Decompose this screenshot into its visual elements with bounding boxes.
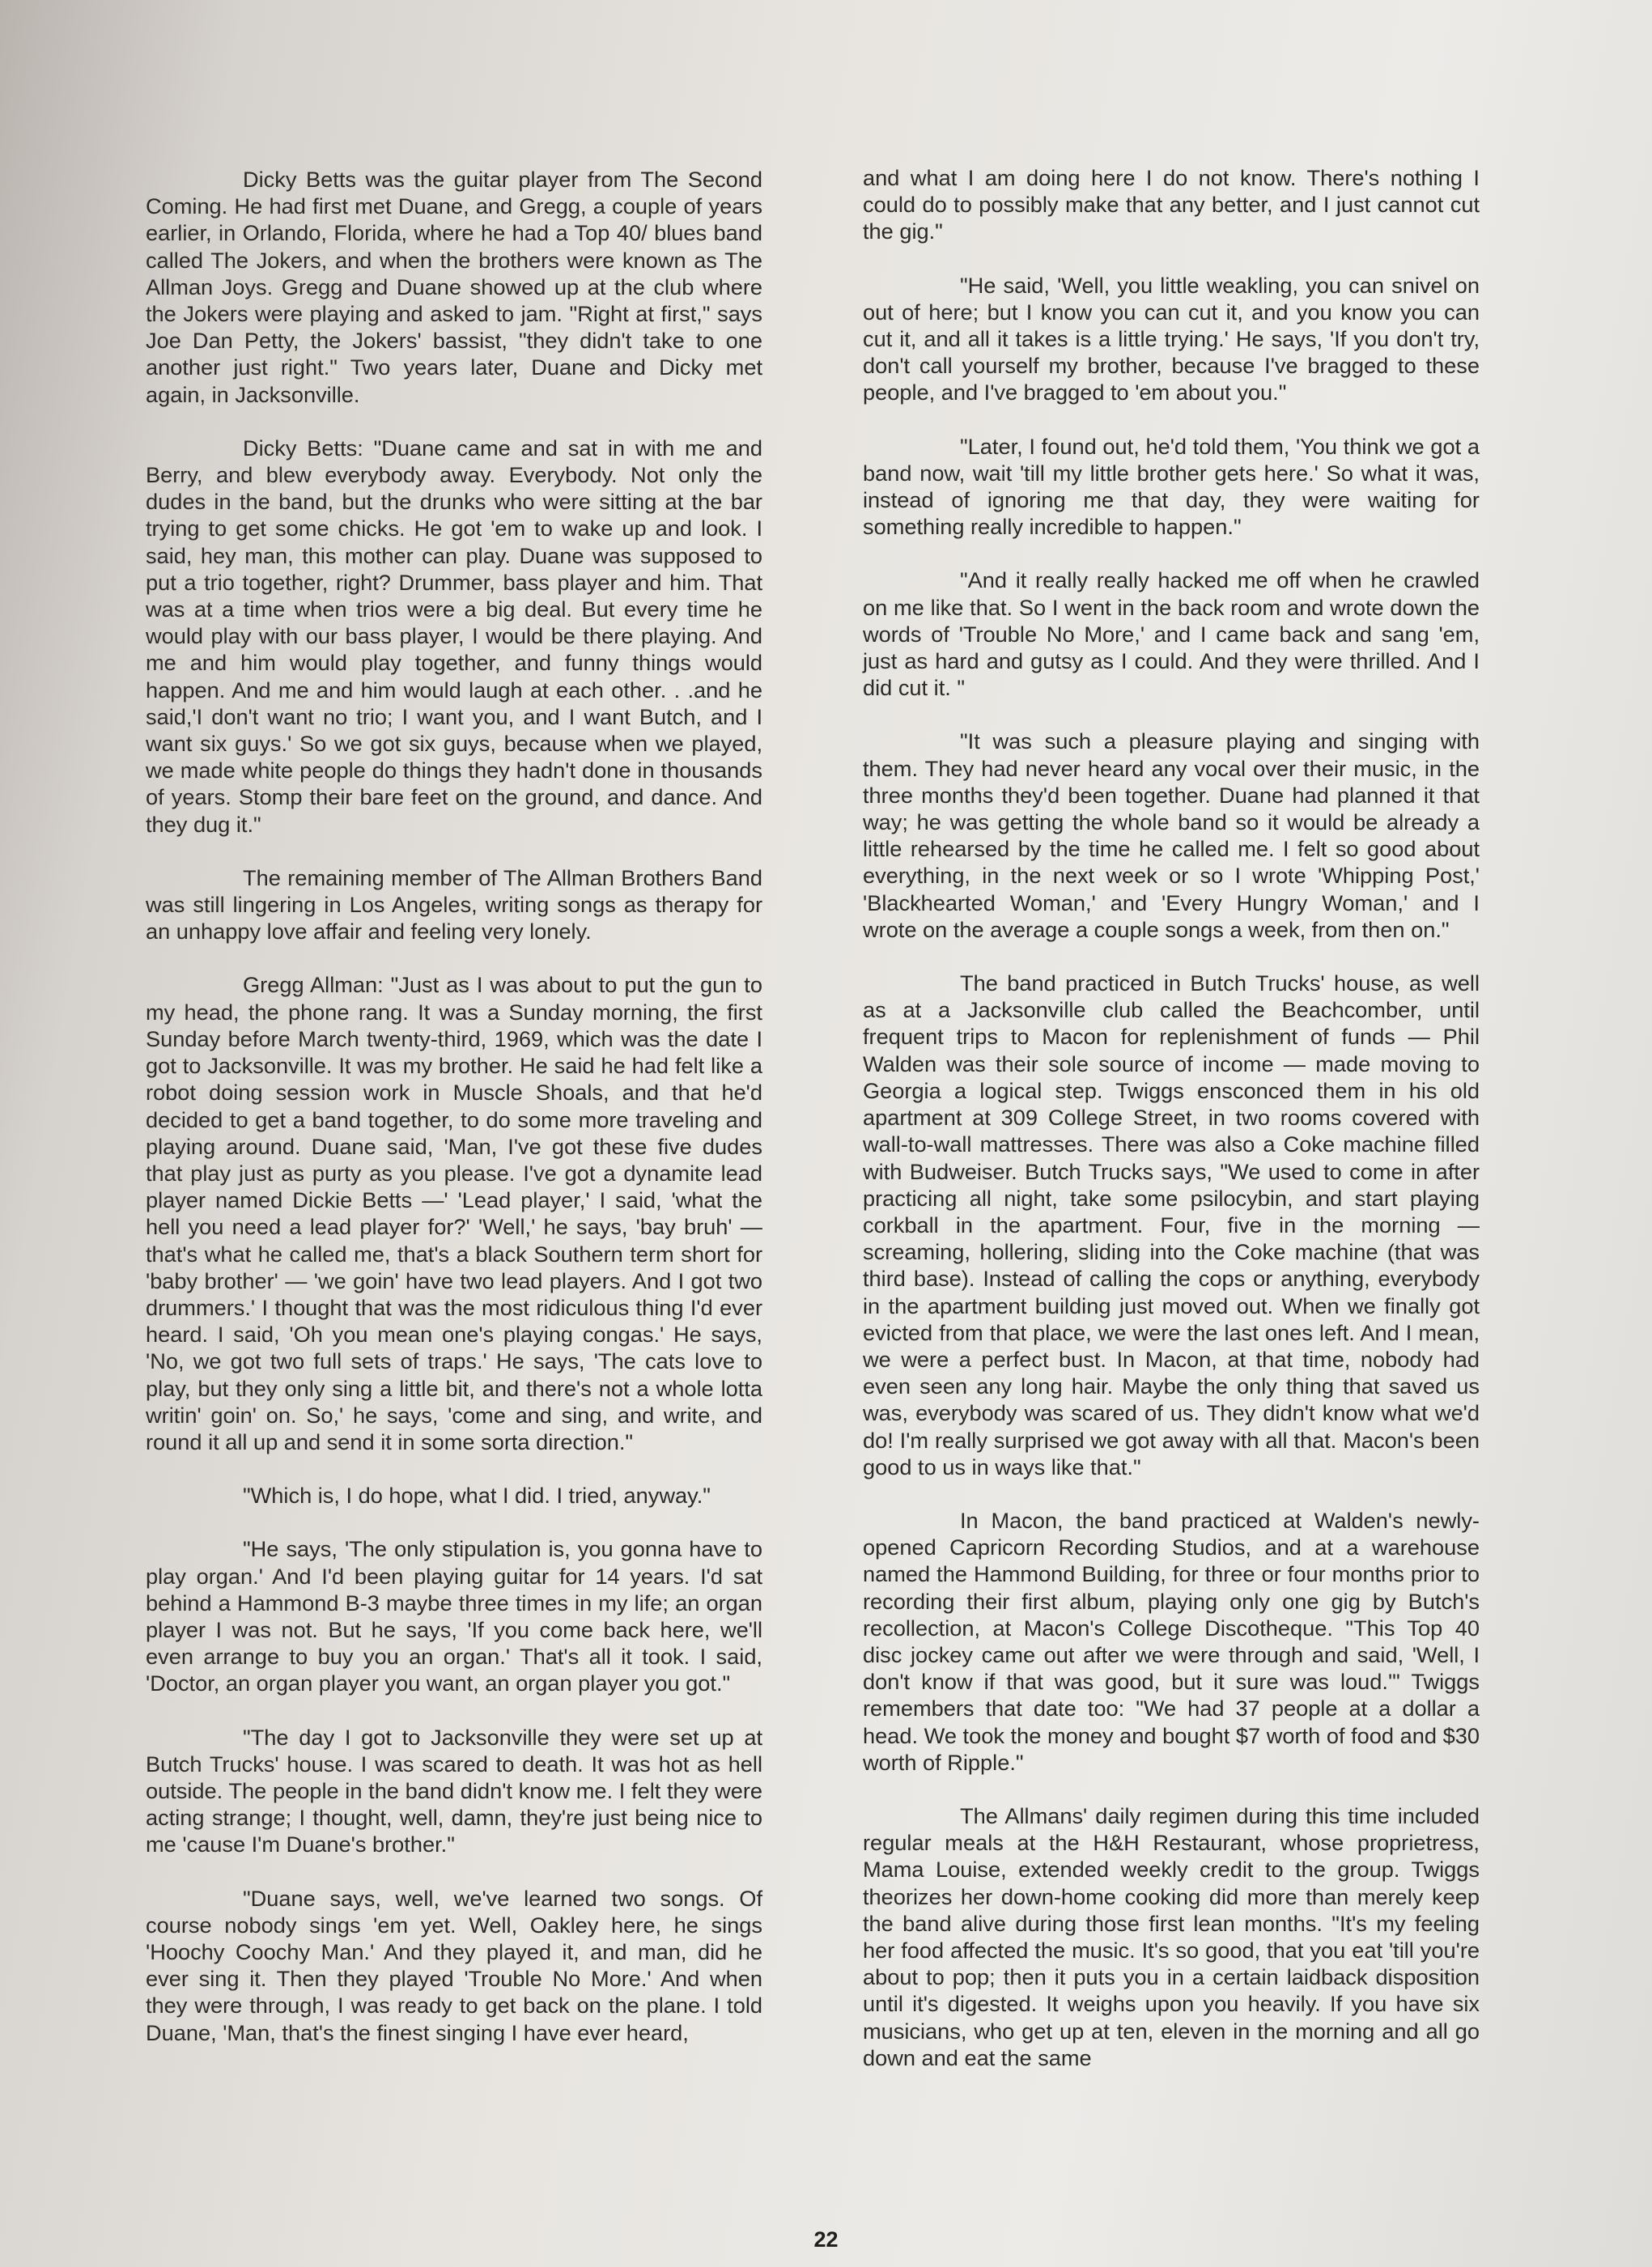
paragraph: "Which is, I do hope, what I did. I tried, anyway." (243, 1483, 711, 1509)
paragraph: The band practiced in Butch Trucks' house, as well as at a Jacksonville club called the Beachcomber, until frequent trips to Macon for replenishment of funds — Phil Walden was their sole source of income — made moving to Georgia a logical step. Twiggs ensconced them in his old apartment at 309 College Street, in two rooms covered with wall-to-wall mattresses. There was also a Coke machine filled with Budweiser. Butch Trucks says, "We used to come in after practicing all night, take some psilocybin, and start playing corkball in the apartment. Four, five in the morning — screaming, hollering, sliding into the Coke machine (that was third base). Instead of calling the cops or anything, everybody in the apartment building just moved out. When we finally got evicted from that place, we were the last ones left. And I mean, we were a perfect bust. In Macon, at that time, nobody had even seen any long hair. Maybe the only thing that saved us was, everybody was scared of us. They didn't know what we'd do! I'm really surprised we got away with all that. Macon's been good to us in ways like that." (863, 970, 1480, 1479)
paragraph: The remaining member of The Allman Brothers Band was still lingering in Los Angeles, writing songs as therapy for an unhappy love affair and feeling very lonely. (146, 864, 762, 945)
paragraph: The Allmans' daily regimen during this time included regular meals at the H&H Restaurant, whose proprietress, Mama Louise, extended weekly credit to the group. Twiggs theorizes her down-home cooking did more than merely keep the band alive during those first lean months. "It's my feeling her food affected the music. It's so good, that you eat 'till you're about to pop; then it puts you in a certain laidback disposition until it's digested. It weighs upon you heavily. If you have six musicians, who get up at ten, eleven in the morning and all go down and eat the same (863, 1802, 1480, 2070)
paragraph: "He says, 'The only stipulation is, you gonna have to play organ.' And I'd been playing guitar for 14 years. I'd sat behind a Hammond B-3 maybe three times in my life; an organ player I was not. But he says, 'If you come back here, we'll even arrange to buy you an organ.' That's all it took. I said, 'Doctor, an organ player you want, an organ player you got." (146, 1536, 762, 1696)
paragraph: "Later, I found out, he'd told them, 'You think we got a band now, wait 'till my little brother gets here.' So what it was, instead of ignoring me that day, they were waiting for something really incredible to happen." (863, 433, 1480, 540)
paragraph: "Duane says, well, we've learned two songs. Of course nobody sings 'em yet. Well, Oakley here, he sings 'Hoochy Coochy Man.' And they played it, and man, did he ever sing it. Then they played 'Trouble No More.' And when they were through, I was ready to get back on the plane. I told Duane, 'Man, that's the finest singing I have ever heard, (146, 1885, 762, 2045)
paragraph: "The day I got to Jacksonville they were set up at Butch Trucks' house. I was scared to death. It was hot as hell outside. The people in the band didn't know me. I felt they were acting strange; I thought, well, damn, they're just being nice to me 'cause I'm Duane's brother." (146, 1724, 762, 1857)
paragraph: "He said, 'Well, you little weakling, you can snivel on out of here; but I know you can cut it, and you know you can cut it, and all it takes is a little trying.' He says, 'If you don't try, don't call yourself my brother, because I've bragged to these people, and I've bragged to 'em about you." (863, 272, 1480, 405)
paragraph: "And it really really hacked me off when he crawled on me like that. So I went in the back room and wrote down the words of 'Trouble No More,' and I came back and sang 'em, just as hard and gutsy as I could. And they were thrilled. And I did cut it. " (863, 567, 1480, 701)
paragraph: Dicky Betts was the guitar player from The Second Coming. He had first met Duane, and Gregg, a couple of years earlier, in Orlando, Florida, where he had a Top 40/ blues band called The Jokers, and when the brothers were known as The Allman Joys. Gregg and Duane showed up at the club where the Jokers were playing and asked to jam. "Right at first," says Joe Dan Petty, the Jokers' bassist, "they didn't take to one another just right." Two years later, Duane and Dicky met again, in Jacksonville. (146, 167, 762, 407)
left-column (146, 166, 762, 2046)
paragraph: Gregg Allman: "Just as I was about to put the gun to my head, the phone rang. It was a Sunday morning, the first Sunday before March twenty-third, 1969, which was the date I got to Jacksonville. It was my brother. He said he had felt like a robot doing session work in Muscle Shoals, and that he'd decided to get a band together, to do some more traveling and playing around. Duane said, 'Man, I've got these five dudes that play just as purty as you please. I've got a dynamite lead player named Dickie Betts —' 'Lead player,' I said, 'what the hell you need a lead player for?' 'Well,' he says, 'bay bruh' — that's what he called me, that's a black Southern term short for 'baby brother' — 'we goin' have two lead players. And I got two drummers.' I thought that was the most ridiculous thing I'd ever heard. I said, 'Oh you mean one's playing congas.' He says, 'No, we got two full sets of traps.' He says, 'The cats love to play, but they only sing a little bit, and there's not a whole lotta writin' goin' on. So,' he says, 'come and sing, and write, and round it all up and send it in some sorta direction." (146, 972, 762, 1454)
right-column (863, 164, 1480, 2071)
paragraph: Dicky Betts: "Duane came and sat in with me and Berry, and blew everybody away. Everybody. Not only the dudes in the band, but the drunks who were sitting at the bar trying to get some chicks. He got 'em to wake up and look. I said, hey man, this mother can play. Duane was supposed to put a trio together, right? Drummer, bass player and him. That was at a time when trios were a big deal. But every time he would play with our bass player, I would be there playing. And me and him would play together, and funny things would happen. And me and him would laugh at each other. . .and he said,'I don't want no trio; I want you, and I want Butch, and I want six guys.' So we got six guys, because when we played, we made white people do things they hadn't done in thousands of years. Stomp their bare feet on the ground, and dance. And they dug it." (146, 435, 762, 837)
page-number: 22 (813, 2227, 839, 2252)
paragraph: "It was such a pleasure playing and singing with them. They had never heard any vocal over their music, in the three months they'd been together. Duane had planned it that way; he was getting the whole band so it would be already a little rehearsed by the time he called me. I felt so good about everything, in the next week or so I wrote 'Whipping Post,' 'Blackhearted Woman,' and 'Every Hungry Woman,' and I wrote on the average a couple songs a week, from then on." (863, 728, 1480, 942)
continued-paragraph: and what I am doing here I do not know. There's nothing I could do to possibly make that any better, and I just cannot cut the gig." (863, 165, 1480, 244)
paragraph: In Macon, the band practiced at Walden's newly-opened Capricorn Recording Studios, and at a warehouse named the Hammond Building, for three or four months prior to recording their first album, playing only one gig by Butch's recollection, at Macon's College Discotheque. "This Top 40 disc jockey came out after we were through and said, 'Well, I don't know if that was good, but it sure was loud.'" Twiggs remembers that date too: "We had 37 people at a dollar a head. We took the money and bought $7 worth of food and $30 worth of Ripple." (863, 1507, 1480, 1775)
